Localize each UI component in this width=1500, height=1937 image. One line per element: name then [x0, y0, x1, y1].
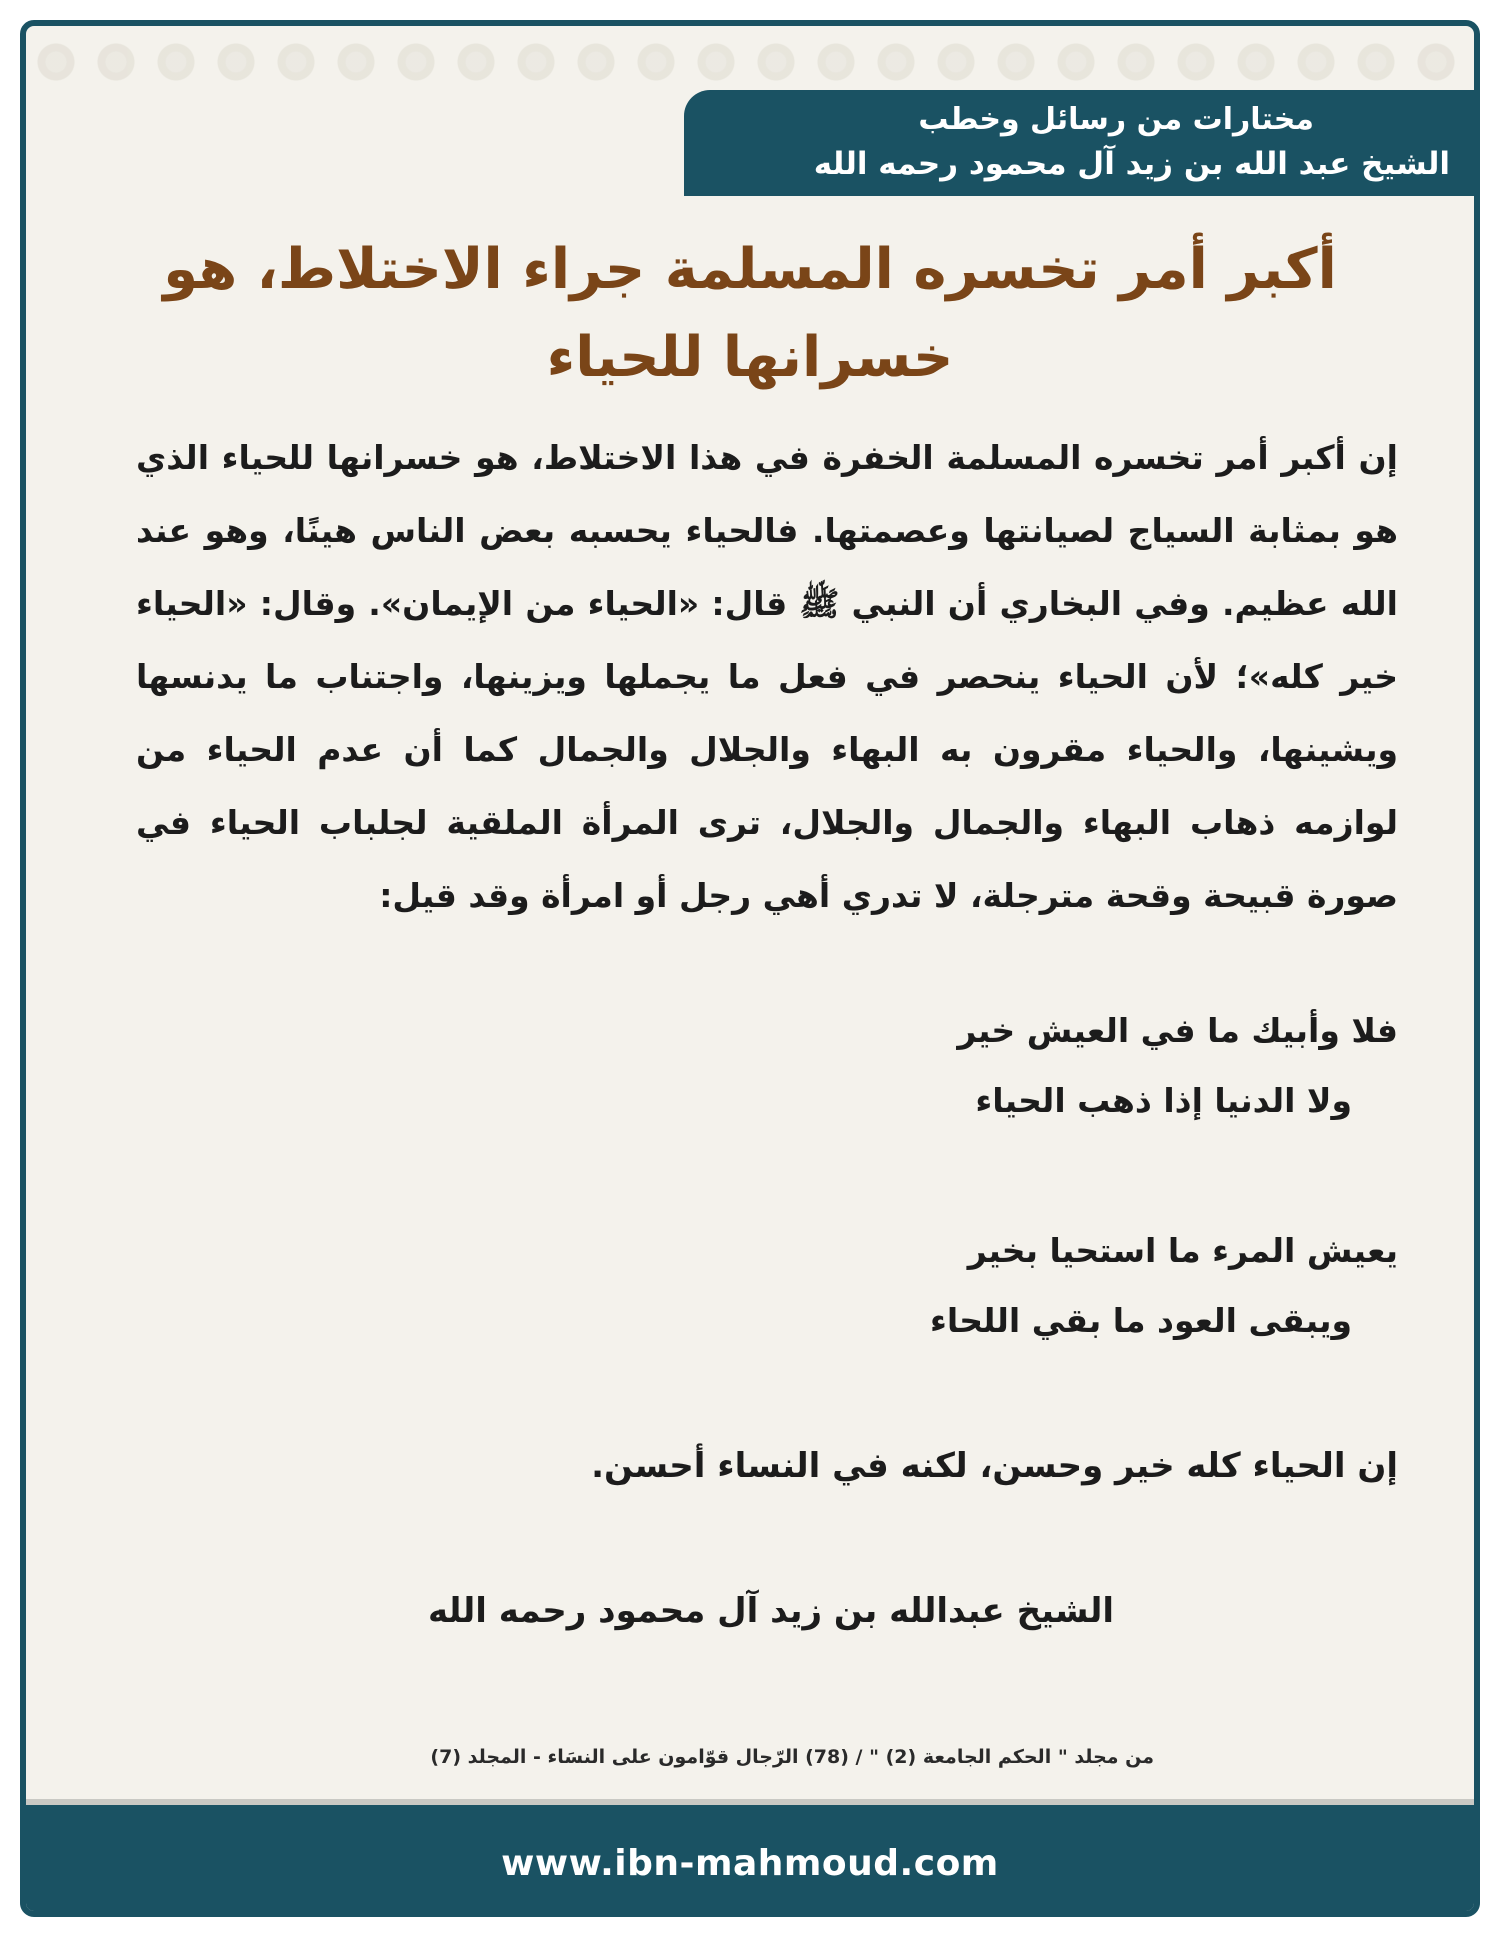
- poem1-line2: ولا الدنيا إذا ذهب الحياء: [975, 1081, 1352, 1120]
- poem2-line1: يعيش المرء ما استحيا بخير: [967, 1231, 1398, 1270]
- page-frame: [20, 20, 1480, 1917]
- header-band: [684, 90, 1474, 196]
- footer-bar: [26, 1805, 1474, 1911]
- poem2-line2: ويبقى العود ما بقي اللحاء: [930, 1301, 1352, 1340]
- decorative-pattern: [26, 26, 1474, 98]
- signature: الشيخ عبدالله بن زيد آل محمود رحمه الله: [428, 1591, 1114, 1631]
- closing-text: إن الحياء كله خير وحسن، لكنه في النساء أحسن.: [591, 1446, 1398, 1486]
- source-citation: من مجلد " الحكم الجامعة (2) " / (78) الرّجال قوّامون على النسَاء - المجلد (7): [430, 1746, 1154, 1768]
- body-text: إن أكبر أمر تخسره المسلمة الخفرة في هذا الاختلاط، هو خسرانها للحياء الذي هو بمثابة السياج لصيانتها وعصمتها. فالحياء يحسبه بعض الناس هينًا، وهو عند الله عظيم. وفي البخاري أن النبي ﷺ قال: «الحياء من الإيمان». وقال: «الحياء خير كله»؛ لأن الحياء ينحصر في فعل ما يجملها ويزينها، واجتناب ما يدنسها ويشينها، والحياء مقرون به البهاء والجلال والجمال كما أن عدم الحياء من لوازمه ذهاب البهاء والجمال والجلال، ترى المرأة الملقية لجلباب الحياء في صورة قبيحة وقحة مترجلة، لا تدري أهي رجل أو امرأة وقد قيل:: [136, 438, 1398, 915]
- header-series-title: مختارات من رسائل وخطب: [918, 102, 1314, 137]
- poem1-line1: فلا وأبيك ما في العيش خير: [957, 1011, 1398, 1050]
- header-author: الشيخ عبد الله بن زيد آل محمود رحمه الله: [813, 146, 1450, 182]
- page-title: أكبر أمر تخسره المسلمة جراء الاختلاط، هو خسرانها للحياء: [163, 237, 1337, 390]
- website-link[interactable]: www.ibn-mahmoud.com: [501, 1843, 999, 1884]
